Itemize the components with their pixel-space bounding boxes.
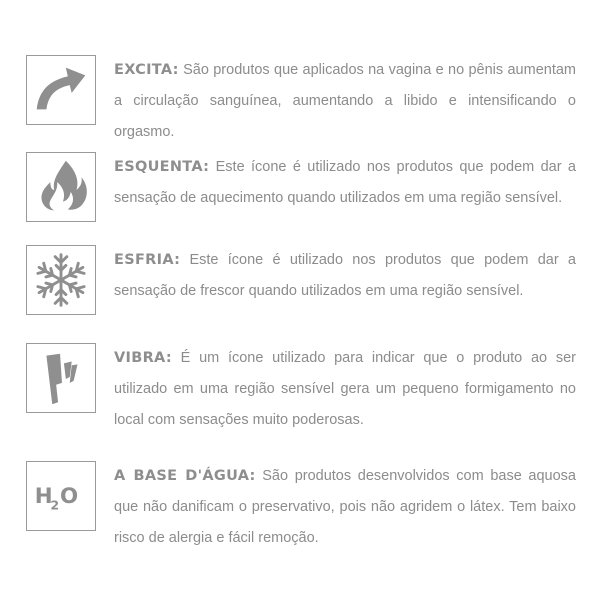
svg-text:O: O — [60, 483, 79, 509]
term-label: VIBRA — [114, 350, 166, 366]
description-text: Este ícone é utilizado nos produtos que podem dar a sensação de frescor quando utilizados em uma região sensível. — [114, 252, 576, 299]
term-label: EXCITA — [114, 62, 173, 78]
description-text: É um ícone utilizado para indicar que o produto ao ser utilizado em uma região sensível gera um pequeno formigamento no local com sensações muito poderosas. — [114, 350, 576, 428]
vibration-icon — [26, 343, 96, 413]
snowflake-icon — [26, 245, 96, 315]
flame-icon — [26, 152, 96, 222]
term-label: ESQUENTA — [114, 159, 204, 175]
h2o-icon — [26, 461, 96, 531]
description-text: Este ícone é utilizado nos produtos que podem dar a sensação de aquecimento quando utilizados em uma região sensível. — [114, 159, 576, 206]
svg-text:2: 2 — [50, 497, 60, 513]
description-text: São produtos que aplicados na vagina e no pênis aumentam a circulação sanguínea, aumentando a libido e intensificando o orgasmo. — [114, 62, 576, 140]
term-label: A BASE D'ÁGUA — [114, 468, 250, 484]
description-text: São produtos desenvolvidos com base aquosa que não danificam o preservativo, pois não agridem o látex. Tem baixo risco de alergia e fácil remoção. — [114, 468, 576, 546]
term-label: ESFRIA — [114, 252, 175, 268]
svg-text:H: H — [34, 483, 53, 509]
arrow-up-icon — [26, 55, 96, 125]
